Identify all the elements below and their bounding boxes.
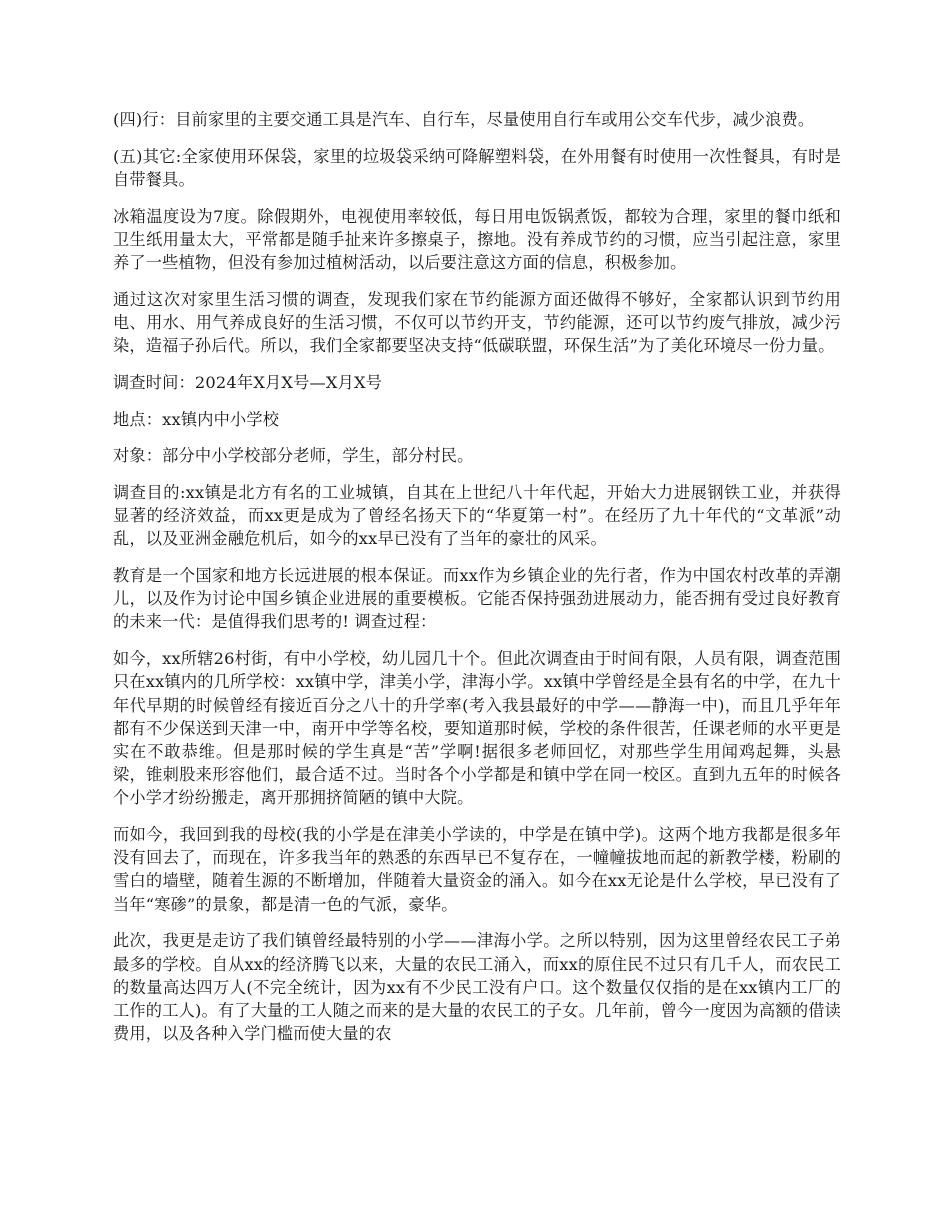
survey-subjects: 对象：部分中小学校部分老师，学生，部分村民。 [113,446,474,466]
paragraph-alma-mater: 而如今，我回到我的母校(我的小学是在津美小学读的，中学是在镇中学)。这两个地方我都是很多年没有回去了，而现在，许多我当年的熟悉的东西早已不复存在，一幢幢拔地而起的新教学楼，粉刷的雪白的墙壁，随着生源的不断增加，伴随着大量资金的涌入。如今在xx无论是什么学校，早已没有了当年“寒碜”的景象，都是清一色的气派，豪华。 [113,825,841,914]
paragraph-fridge: 冰箱温度设为7度。除假期外，电视使用率较低，每日用电饭锅煮饭，都较为合理，家里的餐巾纸和卫生纸用量太大，平常都是随手扯来许多擦桌子，擦地。没有养成节约的习惯，应当引起注意，家里养了一些植物，但没有参加过植树活动，以后要注意这方面的信息，积极参加。 [113,206,841,273]
survey-purpose: 调查目的:xx镇是北方有名的工业城镇，自其在上世纪八十年代起，开始大力进展钢铁工业，并获得显著的经济效益，而xx更是成为了曾经名扬天下的“华夏第一村”。在经历了九十年代的“文革派”动乱，以及亚洲金融危机后，如今的xx早已没有了当年的豪壮的风采。 [113,482,841,549]
paragraph-education: 教育是一个国家和地方长远进展的根本保证。而xx作为乡镇企业的先行者，作为中国农村改革的弄潮儿，以及作为讨论中国乡镇企业进展的重要模板。它能否保持强劲进展动力，能否拥有受过良好教育的未来一代：是值得我们思考的! 调查过程： [113,566,841,632]
paragraph-jinhai-school: 此次，我更是走访了我们镇曾经最特别的小学——津海小学。之所以特别，因为这里曾经农民工子弟最多的学校。自从xx的经济腾飞以来，大量的农民工涌入，而xx的原住民不过只有几千人，而农民工的数量高达四万人(不完全统计，因为xx有不少民工没有户口。这个数量仅仅指的是在xx镇内工厂的工作的工人)。有了大量的工人随之而来的是大量的农民工的子女。几年前，曾今一度因为高额的借读费用，以及各种入学门槛而使大量的农 [113,931,841,1044]
paragraph-other: (五)其它:全家使用环保袋，家里的垃圾袋采纳可降解塑料袋，在外用餐有时使用一次性餐具，有时是自带餐具。 [113,146,841,189]
paragraph-schools-history: 如今，xx所辖26村街，有中小学校，幼儿园几十个。但此次调查由于时间有限，人员有限，调查范围只在xx镇内的几所学校：xx镇中学，津美小学，津海小学。xx镇中学曾经是全县有名的中学，在九十年代早期的时候曾经有接近百分之八十的升学率(考入我县最好的中学——静海一中)，而且几乎年年都有不少保送到天津一中，南开中学等名校，要知道那时候，学校的条件很苦，任课老师的水平更是实在不敢恭维。但是那时候的学生真是“苦”学啊!据很多老师回忆，对那些学生用闻鸡起舞，头悬梁，锥刺股来形容他们，最合适不过。当时各个小学都是和镇中学在同一校区。直到九五年的时候各个小学才纷纷搬走，离开那拥挤简陋的镇中大院。 [113,649,841,808]
survey-location: 地点：xx镇内中小学校 [113,409,280,429]
document-page [113,108,841,1059]
survey-time: 调查时间：2024年X月X号—X月X号 [113,372,383,392]
paragraph-transport: (四)行：目前家里的主要交通工具是汽车、自行车，尽量使用自行车或用公交车代步，减少浪费。 [113,110,815,129]
paragraph-conclusion: 通过这次对家里生活习惯的调查，发现我们家在节约能源方面还做得不够好，全家都认识到节约用电、用水、用气养成良好的生活习惯，不仅可以节约开支，节约能源，还可以节约废气排放，减少污染，造福子孙后代。所以，我们全家都要坚决支持“低碳联盟，环保生活”为了美化环境尽一份力量。 [113,289,841,356]
